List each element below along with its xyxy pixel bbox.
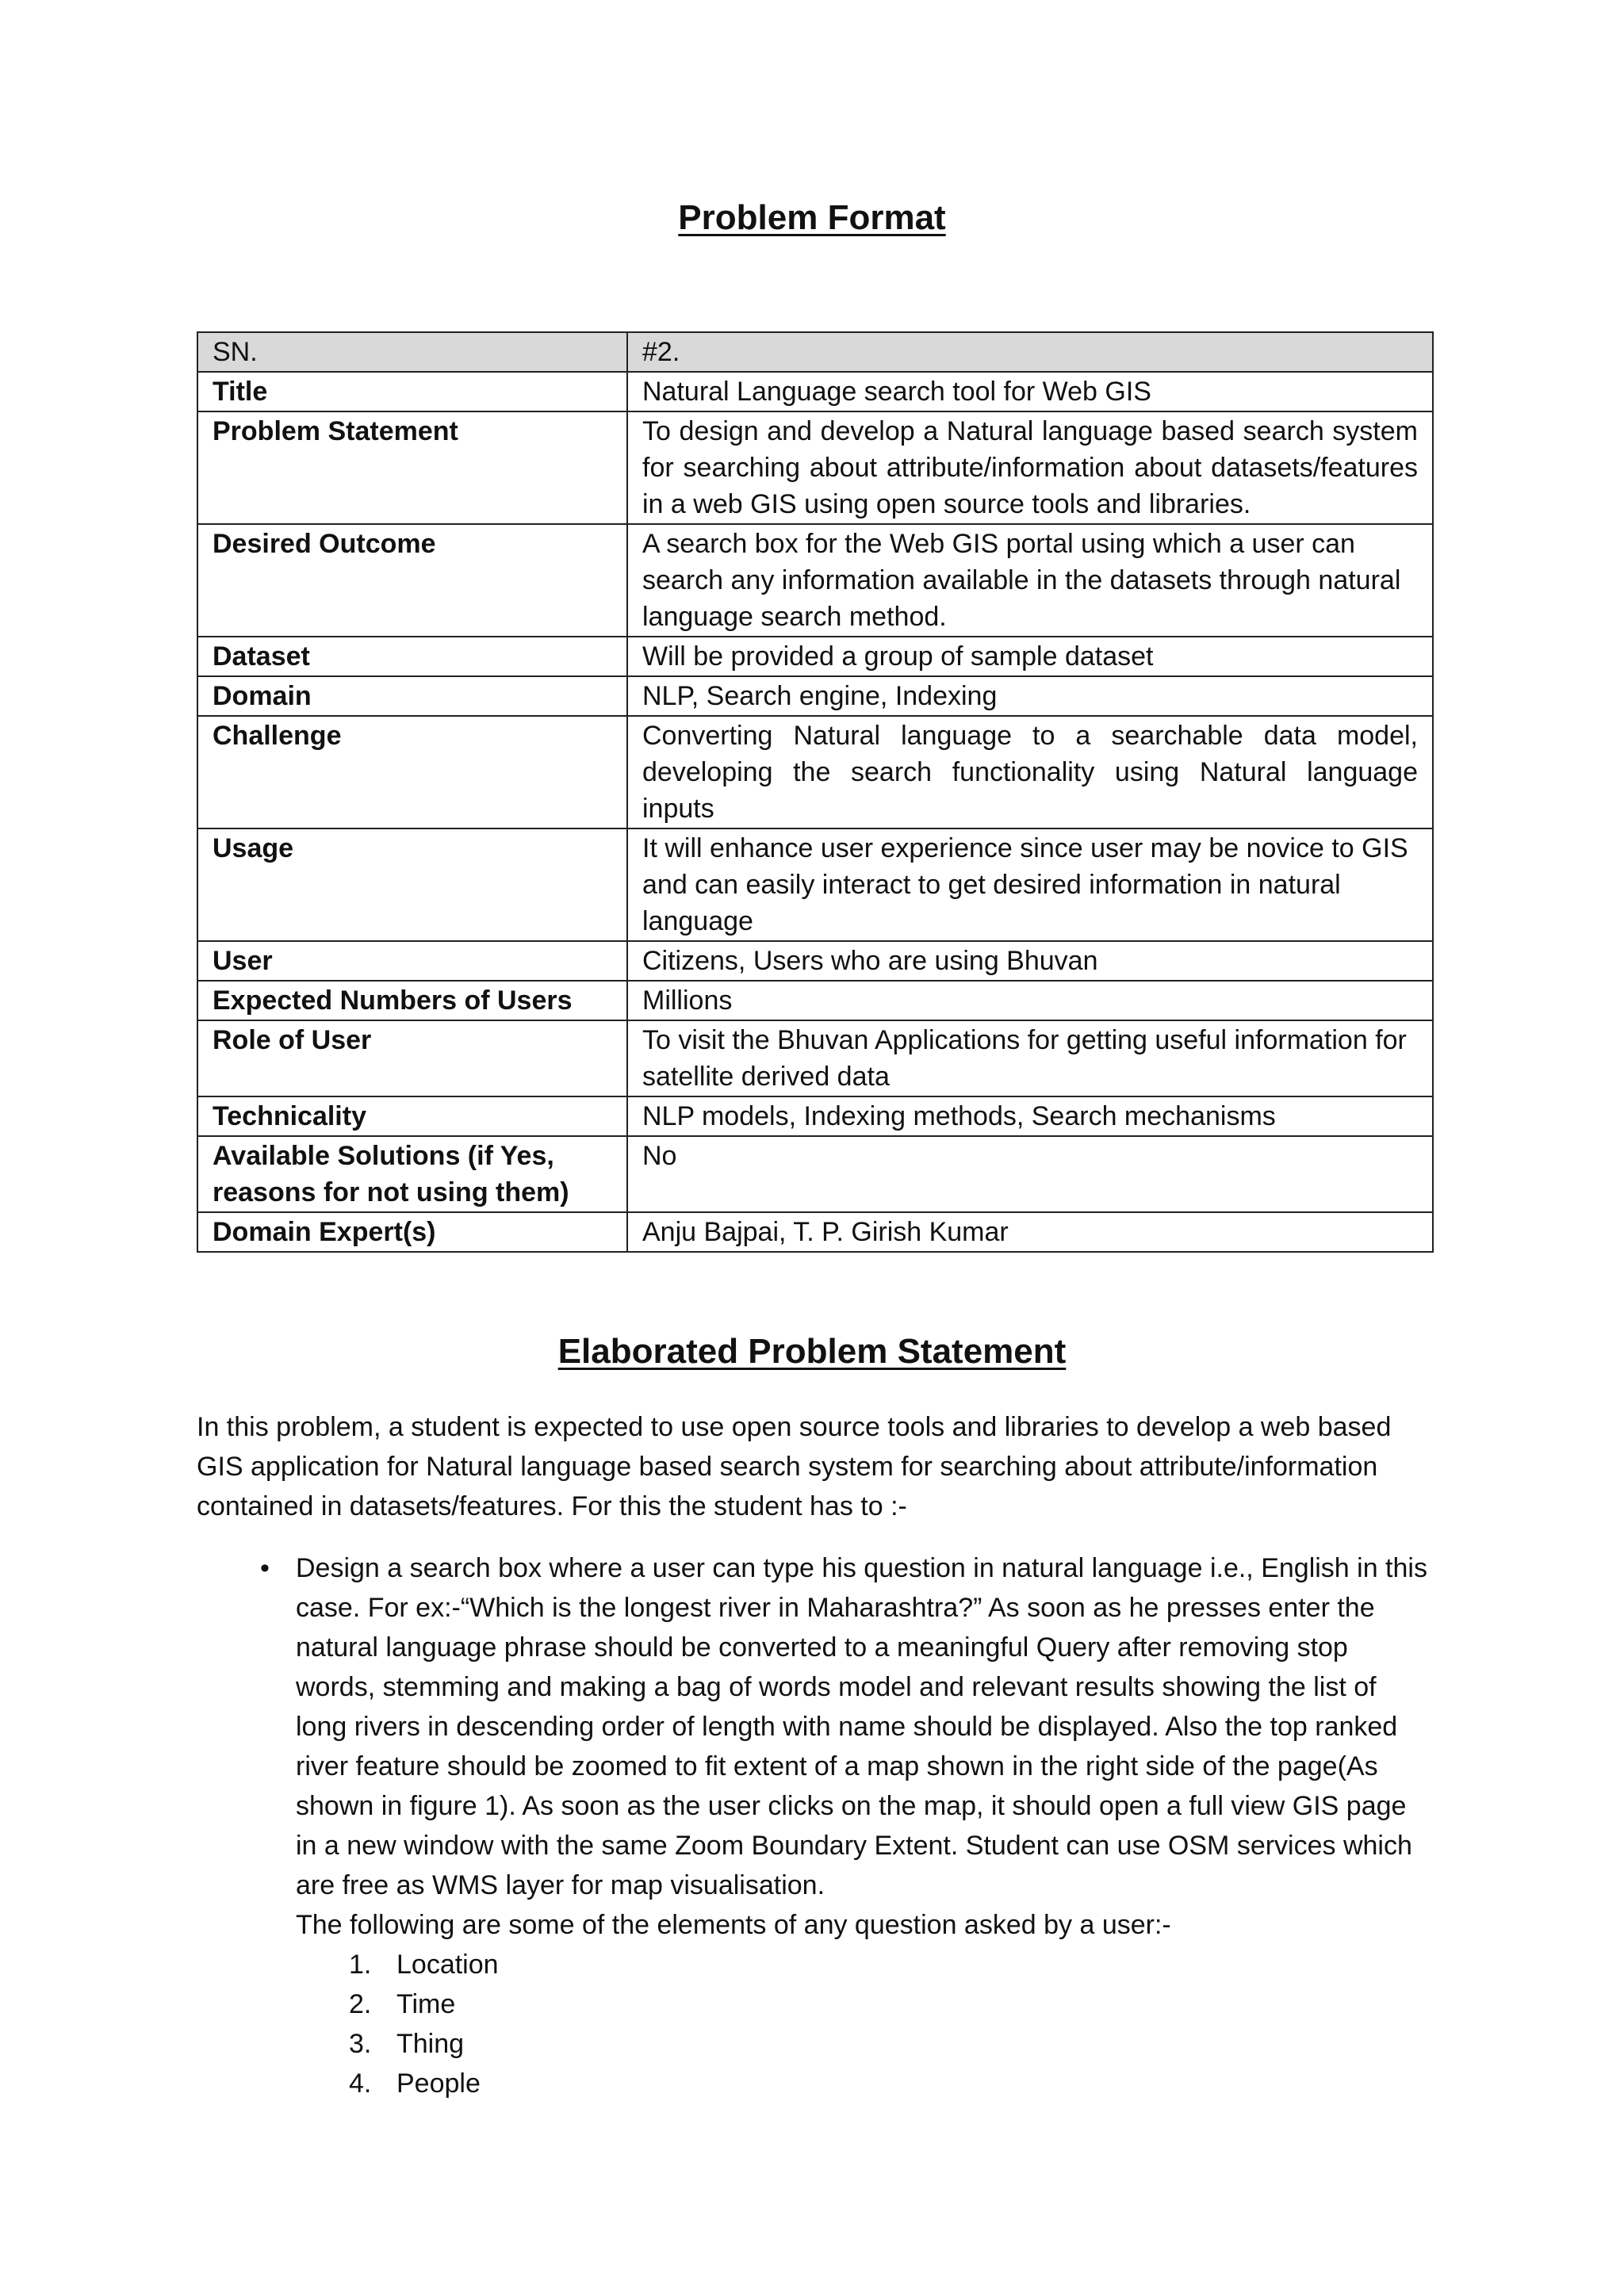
table-row xyxy=(197,372,1433,411)
table-row xyxy=(197,637,1433,676)
intro-paragraph: In this problem, a student is expected to use open source tools and libraries to develop a web based GIS application for Natural language based search system for searching about attribute/information contained in datasets/features. For this the student has to :- xyxy=(197,1412,1392,1521)
table-value-cell: Will be provided a group of sample dataset xyxy=(627,637,1433,676)
question-elements-list xyxy=(349,1945,1434,2103)
table-value-cell: NLP, Search engine, Indexing xyxy=(627,676,1433,716)
table-row xyxy=(197,1096,1433,1136)
problem-format-heading: Problem Format xyxy=(678,198,946,237)
bullet-paragraph: Design a search box where a user can type his question in natural language i.e., English in this case. For ex:-“Which is the longest river in Maharashtra?” As soon as he presses enter the natural language phrase should be converted to a meaningful Query after removing stop words, stemming and making a bag of words model and relevant results showing the list of long rivers in descending order of length with name should be displayed. Also the top ranked river feature should be zoomed to fit extent of a map shown in the right side of the page(As shown in figure 1). As soon as the user clicks on the map, it should open a full view GIS page in a new window with the same Zoom Boundary Extent. Student can use OSM services which are free as WMS layer for map visualisation. xyxy=(296,1553,1427,1900)
table-value-cell: Millions xyxy=(627,981,1433,1020)
table-value-cell: Anju Bajpai, T. P. Girish Kumar xyxy=(627,1212,1433,1252)
table-key-cell: Domain xyxy=(197,676,627,716)
elaborated-problem-heading: Elaborated Problem Statement xyxy=(557,1332,1067,1371)
table-value-cell: No xyxy=(627,1136,1433,1212)
table-value-cell: To visit the Bhuvan Applications for getting useful information for satellite derived data xyxy=(627,1020,1433,1096)
table-row xyxy=(197,524,1433,637)
table-row xyxy=(197,981,1433,1020)
table-value-cell: To design and develop a Natural language based search system for searching about attribute/information about datasets/features in a web GIS using open source tools and libraries. xyxy=(627,411,1433,524)
list-item xyxy=(349,2024,1434,2064)
table-value-cell: NLP models, Indexing methods, Search mechanisms xyxy=(627,1096,1433,1136)
table-value-cell: #2. xyxy=(627,332,1433,372)
table-key-cell: Domain Expert(s) xyxy=(197,1212,627,1252)
list-item xyxy=(349,1945,1434,1984)
list-item-label: Time xyxy=(396,1989,456,2019)
problem-spec-table xyxy=(197,331,1434,1253)
table-value-cell: A search box for the Web GIS portal using which a user can search any information available in the datasets through natural language search method. xyxy=(627,524,1433,637)
bullet-list xyxy=(197,1548,1434,2103)
table-key-cell: Usage xyxy=(197,828,627,941)
table-key-cell: Role of User xyxy=(197,1020,627,1096)
table-key-cell: Available Solutions (if Yes, reasons for not using them) xyxy=(197,1136,627,1212)
list-number: 2. xyxy=(349,1989,372,2019)
list-number: 1. xyxy=(349,1950,372,1980)
table-row xyxy=(197,941,1433,981)
list-item-label: People xyxy=(396,2068,481,2099)
table-row xyxy=(197,676,1433,716)
table-row xyxy=(197,1020,1433,1096)
table-row xyxy=(197,716,1433,828)
table-key-cell: Desired Outcome xyxy=(197,524,627,637)
table-key-cell: SN. xyxy=(197,332,627,372)
bullet-followup: The following are some of the elements of any question asked by a user:- xyxy=(296,1910,1171,1940)
list-number: 3. xyxy=(349,2029,372,2059)
list-item xyxy=(349,1984,1434,2024)
table-row xyxy=(197,1136,1433,1212)
table-key-cell: Problem Statement xyxy=(197,411,627,524)
list-item xyxy=(349,2064,1434,2103)
list-item-label: Location xyxy=(396,1950,499,1980)
table-key-cell: User xyxy=(197,941,627,981)
table-value-cell: Citizens, Users who are using Bhuvan xyxy=(627,941,1433,981)
table-row xyxy=(197,1212,1433,1252)
list-number: 4. xyxy=(349,2068,372,2099)
table-value-cell: Converting Natural language to a searchable data model, developing the search functionality using Natural language inputs xyxy=(627,716,1433,828)
table-key-cell: Title xyxy=(197,372,627,411)
table-key-cell: Dataset xyxy=(197,637,627,676)
table-value-cell: Natural Language search tool for Web GIS xyxy=(627,372,1433,411)
table-key-cell: Challenge xyxy=(197,716,627,828)
table-header-row xyxy=(197,332,1433,372)
table-row xyxy=(197,411,1433,524)
bullet-icon: • xyxy=(260,1553,270,1583)
table-row xyxy=(197,828,1433,941)
table-key-cell: Technicality xyxy=(197,1096,627,1136)
table-value-cell: It will enhance user experience since user may be novice to GIS and can easily interact to get desired information in natural language xyxy=(627,828,1433,941)
table-key-cell: Expected Numbers of Users xyxy=(197,981,627,1020)
list-item-label: Thing xyxy=(396,2029,465,2059)
